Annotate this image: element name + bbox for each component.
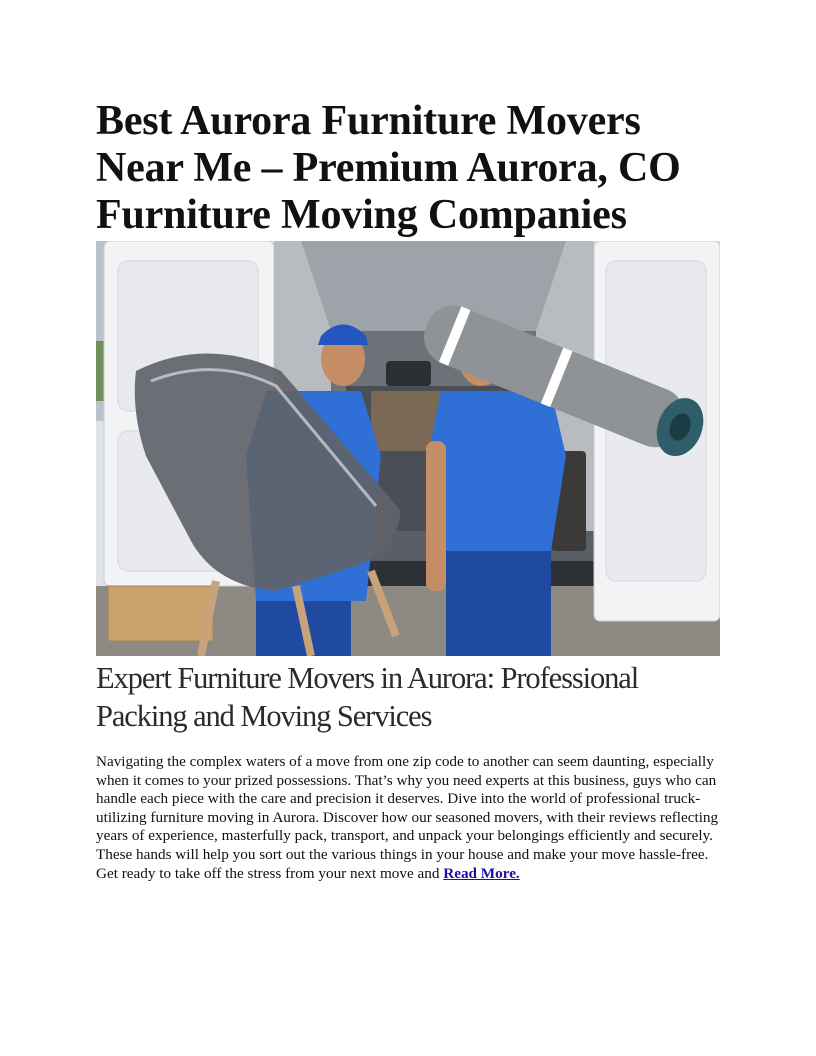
read-more-link[interactable]: Read More. [443,864,520,882]
intro-paragraph-text: Navigating the complex waters of a move from one zip code to another can seem daunting, especially when it comes to your prized possessions. That’s why you need experts at this business, guys who can handle each piece with the care and precision it deserves. Dive into the world of professional truck-utilizing furniture moving in Aurora. Discover how our seasoned movers, with their reviews reflecting years of experience, masterfully pack, transport, and unpack your belongings efficiently and securely. These hands will help you sort out the various things in your house and make your move hassle-free. Get ready to take off the stress from your next move and [96,753,719,882]
intro-paragraph [96,753,720,883]
page-title: Best Aurora Furniture Movers Near Me – Premium Aurora, CO Furniture Moving Companies [96,98,681,238]
section-heading: Expert Furniture Movers in Aurora: Professional Packing and Moving Services [96,661,639,733]
hero-image-movers-with-van [96,241,720,656]
